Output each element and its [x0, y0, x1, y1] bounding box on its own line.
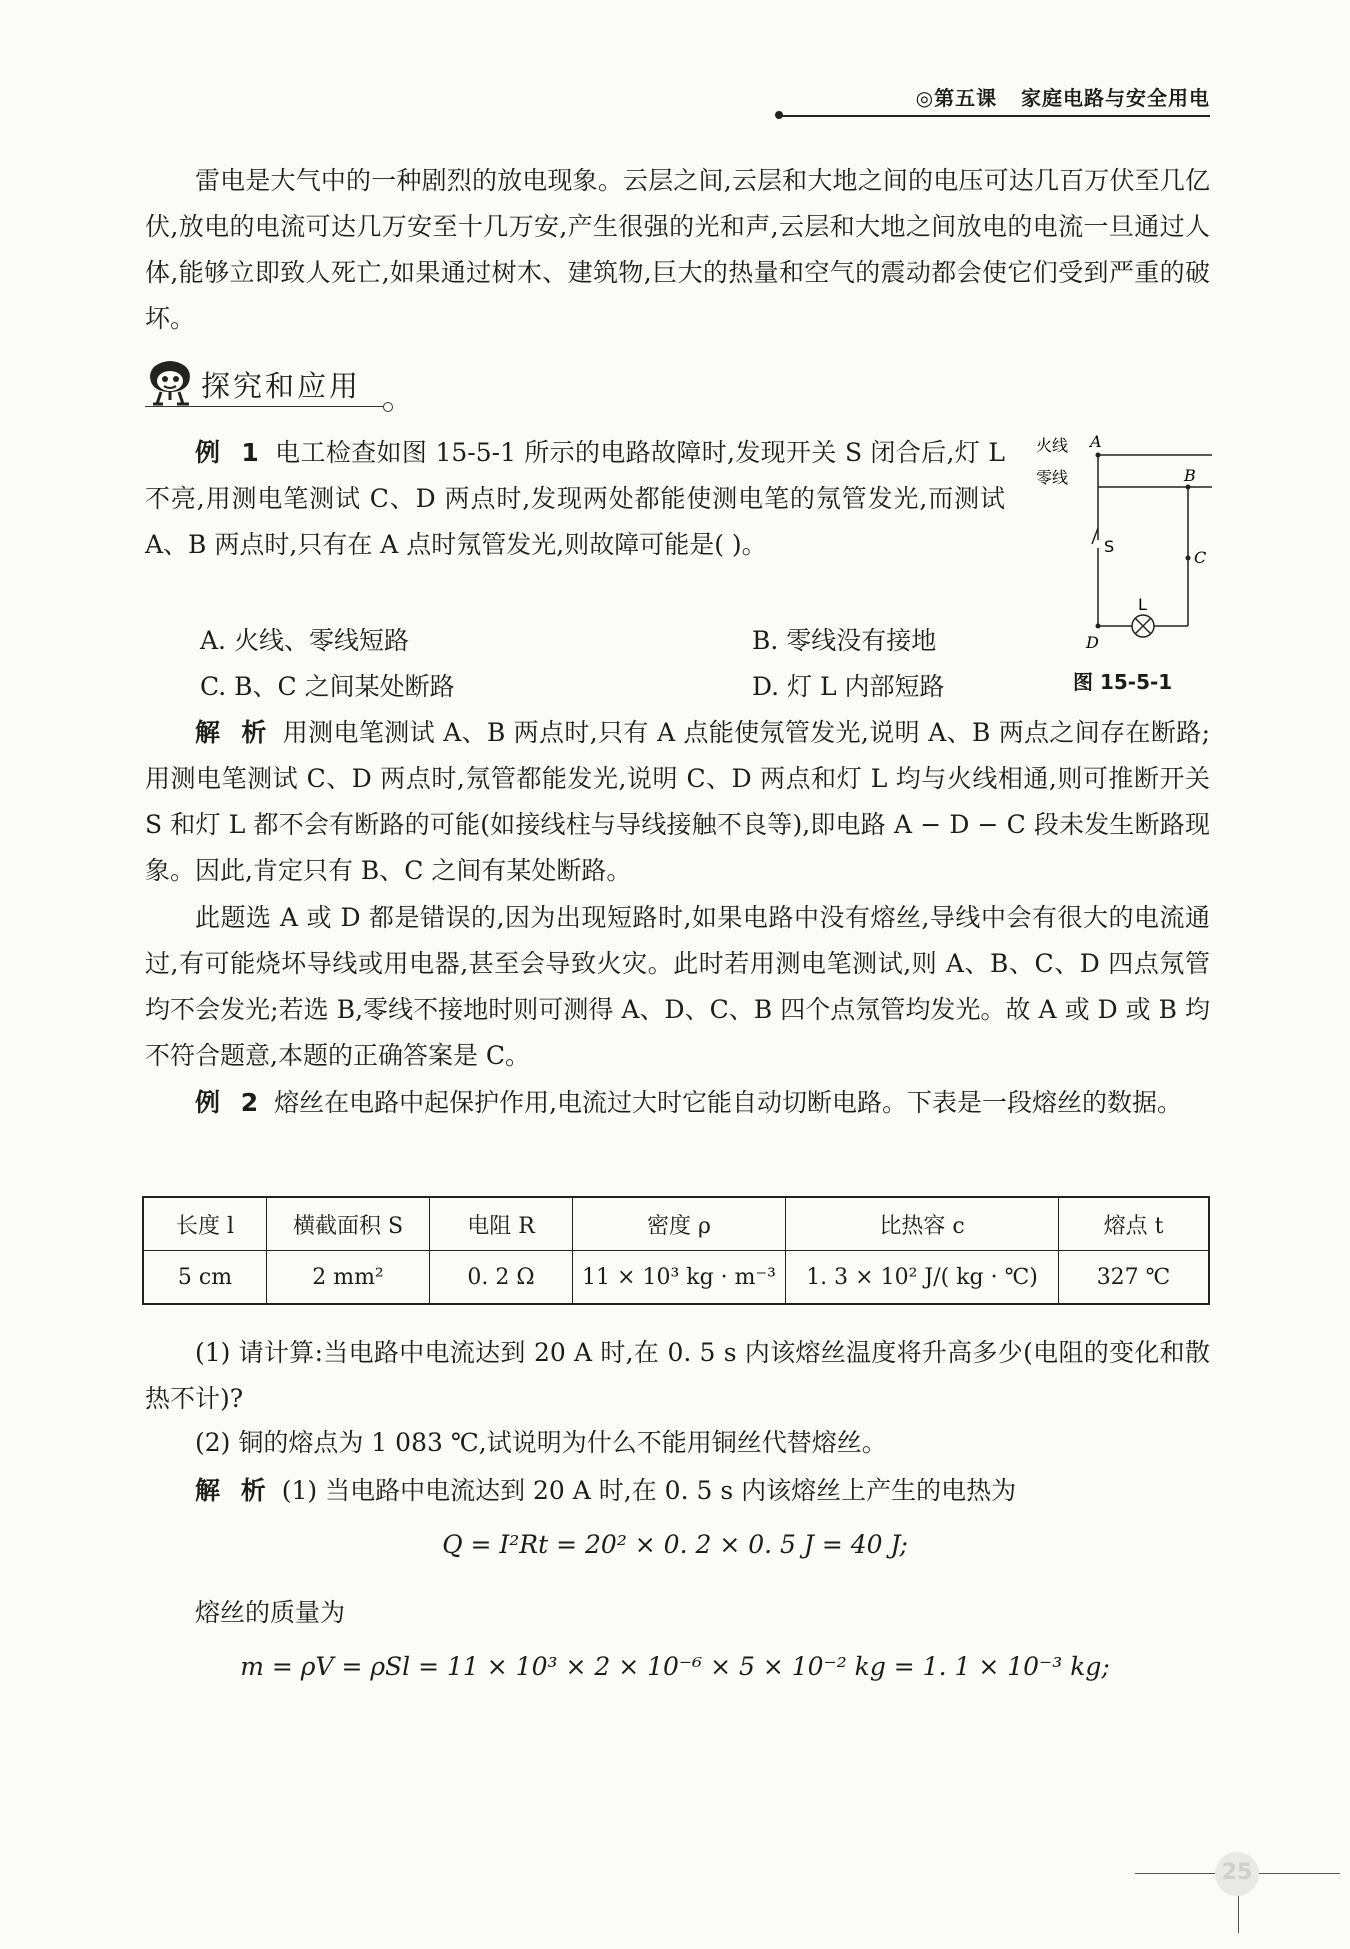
- example1-question-text: 电工检查如图 15-5-1 所示的电路故障时,发现开关 S 闭合后,灯 L 不亮,用测电笔测试 C、D 两点时,发现两处都能使测电笔的氖管发光,而测试 A、B 两点时,只有在 A 点时氖管发光,则故障可能是( )。: [145, 438, 1005, 559]
- mascot-icon: [145, 358, 195, 410]
- table-cell: 11 × 10³ kg · m⁻³: [573, 1251, 786, 1305]
- node-d: [1096, 624, 1101, 629]
- option-a: A. 火线、零线短路: [200, 626, 409, 655]
- table-header-cell: 电阻 R: [430, 1197, 573, 1251]
- lamp-label: L: [1138, 595, 1147, 614]
- chapter-header: ◎第五课 家庭电路与安全用电: [915, 86, 1210, 110]
- switch-blade: [1092, 528, 1098, 544]
- example1-analysis-2: 此题选 A 或 D 都是错误的,因为出现短路时,如果电路中没有熔丝,导线中会有很大的电流通过,有可能烧坏导线或用电器,甚至会导致火灾。此时若用测电笔测试,则 A、B、C、D 四点氖管均不会发光;若选 B,零线不接地时则可测得 A、D、C、B 四个点氖管均发光。故 A 或 D 或 B 均不符合题意,本题的正确答案是 C。: [145, 903, 1210, 1070]
- point-a-label: A: [1090, 432, 1102, 451]
- example2-text: 熔丝在电路中起保护作用,电流过大时它能自动切断电路。下表是一段熔丝的数据。: [274, 1088, 1183, 1117]
- section-underline-end: [383, 402, 393, 412]
- table-cell: 2 mm²: [267, 1251, 430, 1305]
- section-title: 探究和应用: [201, 369, 362, 403]
- section-underline: [145, 406, 385, 407]
- table-header-cell: 比热容 c: [786, 1197, 1059, 1251]
- live-wire-label: 火线: [1036, 436, 1069, 455]
- point-d-label: D: [1086, 633, 1099, 652]
- example2-analysis: [145, 1468, 1210, 1514]
- point-b-label: B: [1184, 466, 1196, 485]
- table-header-cell: 横截面积 S: [267, 1197, 430, 1251]
- table-cell: 0. 2 Ω: [430, 1251, 573, 1305]
- example2-q1: (1) 请计算:当电路中电流达到 20 A 时,在 0. 5 s 内该熔丝温度将升高多少(电阻的变化和散热不计)?: [145, 1338, 1210, 1413]
- example1-analysis: [145, 710, 1210, 894]
- point-c-label: C: [1194, 548, 1207, 567]
- example1-analysis-text: 用测电笔测试 A、B 两点时,只有 A 点能使氖管发光,说明 A、B 两点之间存在断路;用测电笔测试 C、D 两点时,氖管都能发光,说明 C、D 两点和灯 L 均与火线相通,则可推断开关 S 和灯 L 都不会有断路的可能(如接线柱与导线接触不良等),即电路 A − D − C 段未发生断路现象。因此,肯定只有 B、C 之间有某处断路。: [145, 718, 1210, 885]
- table-header-cell: 熔点 t: [1059, 1197, 1210, 1251]
- header-rule: [780, 115, 1210, 117]
- option-c: C. B、C 之间某处断路: [200, 672, 455, 701]
- example2-analysis-text: (1) 当电路中电流达到 20 A 时,在 0. 5 s 内该熔丝上产生的电热为: [281, 1476, 1017, 1505]
- example2-q2: (2) 铜的熔点为 1 083 ℃,试说明为什么不能用铜丝代替熔丝。: [195, 1428, 887, 1457]
- example2-label: 例 2: [195, 1088, 265, 1117]
- circuit-diagram: [1030, 428, 1220, 653]
- node-c: [1186, 556, 1191, 561]
- table-row: [143, 1251, 1209, 1305]
- page-number: 25: [1221, 1860, 1253, 1885]
- example2-question: [145, 1080, 1210, 1126]
- table-header-cell: 密度 ρ: [573, 1197, 786, 1251]
- table-header-row: [143, 1197, 1209, 1251]
- heat-equation: Q = I²Rt = 20² × 0. 2 × 0. 5 J = 40 J;: [442, 1530, 908, 1559]
- table-cell: 1. 3 × 10² J/( kg · ℃): [786, 1251, 1059, 1305]
- table-cell: 327 ℃: [1059, 1251, 1210, 1305]
- fuse-data-table: [142, 1196, 1210, 1305]
- table-cell: 5 cm: [143, 1251, 267, 1305]
- neutral-wire-label: 零线: [1036, 468, 1069, 487]
- option-d: D. 灯 L 内部短路: [752, 672, 945, 701]
- figure-caption: 图 15-5-1: [1073, 670, 1173, 694]
- example2-analysis-label: 解 析: [195, 1476, 272, 1505]
- example1-label: 例 1: [195, 438, 265, 467]
- example1-question: [145, 430, 1005, 568]
- mass-intro: 熔丝的质量为: [195, 1598, 346, 1627]
- option-b: B. 零线没有接地: [752, 626, 937, 655]
- mass-equation: m = ρV = ρSl = 11 × 10³ × 2 × 10⁻⁶ × 5 × 10⁻² kg = 1. 1 × 10⁻³ kg;: [240, 1652, 1110, 1681]
- switch-label: S: [1104, 537, 1115, 556]
- intro-paragraph: 雷电是大气中的一种剧烈的放电现象。云层之间,云层和大地之间的电压可达几百万伏至几亿伏,放电的电流可达几万安至十几万安,产生很强的光和声,云层和大地之间放电的电流一旦通过人体,能够立即致人死亡,如果通过树木、建筑物,巨大的热量和空气的震动都会使它们受到严重的破坏。: [145, 166, 1210, 333]
- example1-analysis-label: 解 析: [195, 718, 273, 747]
- table-header-cell: 长度 l: [143, 1197, 267, 1251]
